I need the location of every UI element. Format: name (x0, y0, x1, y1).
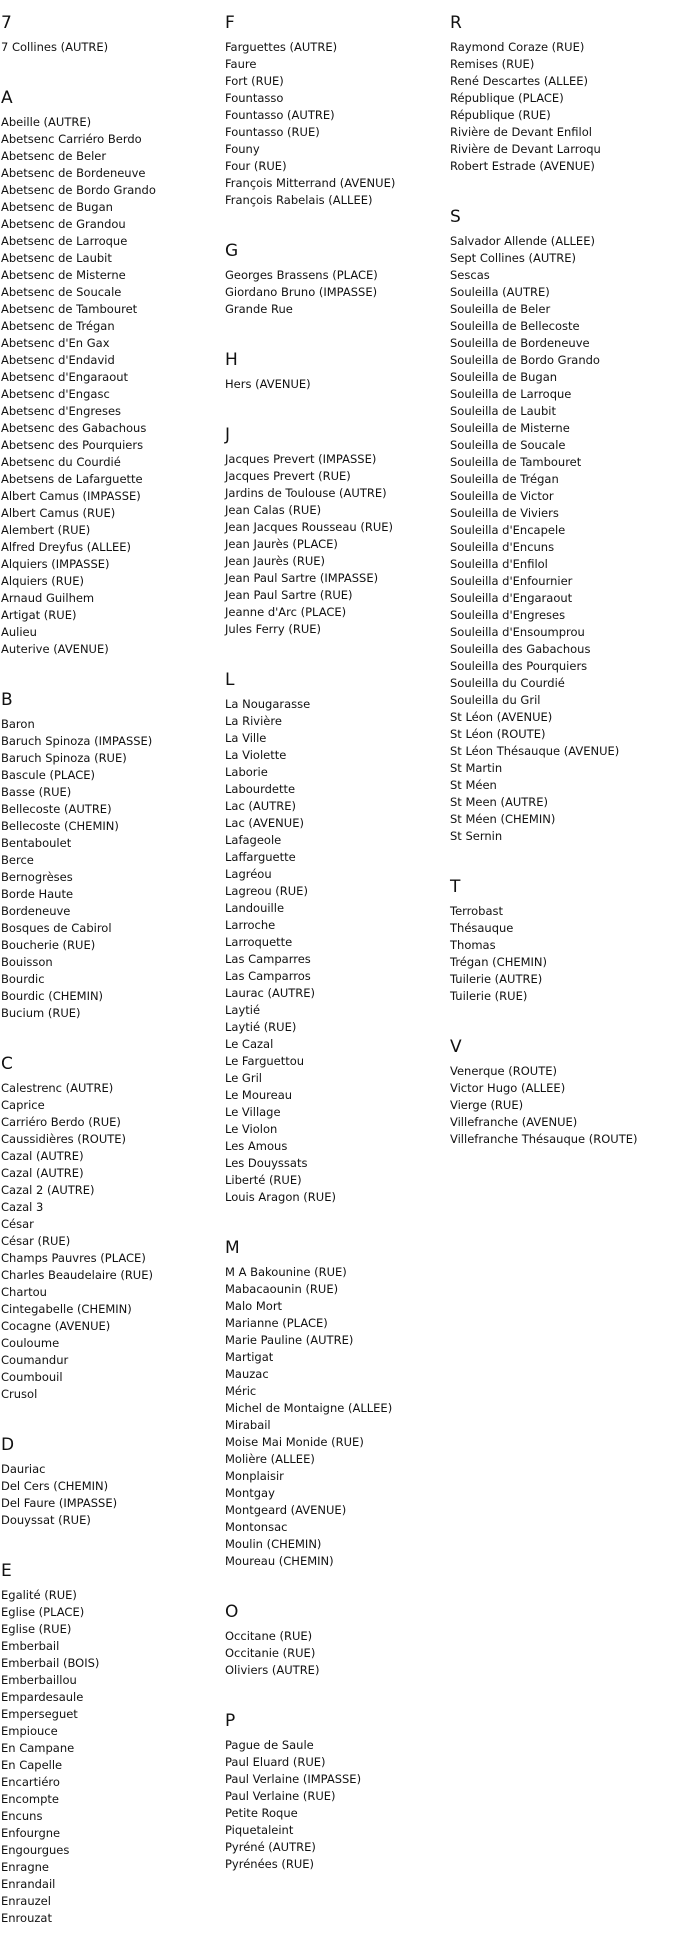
street-name: Bucium (RUE) (1, 1006, 81, 1020)
letter-heading: M (225, 1238, 240, 1258)
street-name: Mabacaounin (RUE) (225, 1282, 339, 1296)
street-name: St Léon Thésauque (AVENUE) (450, 744, 620, 758)
street-name: St Léon (AVENUE) (450, 710, 553, 724)
street-name: République (PLACE) (450, 91, 564, 105)
street-name: Albert Camus (RUE) (1, 506, 116, 520)
street-name: Berce (1, 853, 34, 867)
street-name: Rivière de Devant Enfilol (450, 125, 592, 139)
street-name: Bouisson (1, 955, 53, 969)
street-name: Abetsenc de Beler (1, 149, 107, 163)
letter-heading: V (450, 1037, 462, 1057)
street-name: St Meen (AUTRE) (450, 795, 549, 809)
street-name: Le Cazal (225, 1037, 274, 1051)
street-name: Fountasso (AUTRE) (225, 108, 335, 122)
letter-section (225, 669, 445, 1206)
street-name: Le Village (225, 1105, 281, 1119)
street-name: César (1, 1217, 34, 1231)
street-name: Souleilla de Bugan (450, 370, 558, 384)
street-name: Molière (ALLEE) (225, 1452, 315, 1466)
letter-heading: O (225, 1602, 239, 1622)
street-name: César (RUE) (1, 1234, 71, 1248)
street-name: Abetsenc de Larroque (1, 234, 128, 248)
street-name: Jacques Prevert (IMPASSE) (225, 452, 377, 466)
street-name: Grande Rue (225, 302, 293, 316)
street-name: Martigat (225, 1350, 274, 1364)
street-name: Marie Pauline (AUTRE) (225, 1333, 354, 1347)
street-name: Cazal 3 (1, 1200, 44, 1214)
street-name: Aulieu (1, 625, 37, 639)
street-name: Souleilla du Courdié (450, 676, 565, 690)
street-name: Les Douyssats (225, 1156, 308, 1170)
street-name: Pague de Saule (225, 1738, 314, 1752)
street-name: Alquiers (IMPASSE) (1, 557, 110, 571)
street-name: Bellecoste (CHEMIN) (1, 819, 119, 833)
street-name: St Sernin (450, 829, 503, 843)
letter-section (225, 424, 445, 638)
street-name: Labourdette (225, 782, 296, 796)
street-name: Abetsenc des Gabachous (1, 421, 147, 435)
street-name: Emberbail (BOIS) (1, 1656, 100, 1670)
street-name: Alquiers (RUE) (1, 574, 84, 588)
street-name: Chartou (1, 1285, 47, 1299)
street-name: Venerque (ROUTE) (450, 1064, 557, 1078)
street-name: St Léon (ROUTE) (450, 727, 546, 741)
letter-heading: S (450, 207, 461, 227)
street-name: Enrauzel (1, 1894, 51, 1908)
street-name: Farguettes (AUTRE) (225, 40, 338, 54)
street-name: Egalité (RUE) (1, 1588, 77, 1602)
street-name: Souleilla de Viviers (450, 506, 559, 520)
street-name: Las Camparros (225, 969, 311, 983)
street-list (1, 1461, 221, 1529)
street-name: Fountasso (225, 91, 284, 105)
street-name: Bascule (PLACE) (1, 768, 96, 782)
street-name: Alembert (RUE) (1, 523, 91, 537)
letter-heading: L (225, 670, 235, 690)
street-name: Méric (225, 1384, 257, 1398)
street-name: Souleilla de Bellecoste (450, 319, 580, 333)
letter-heading: C (1, 1054, 13, 1074)
street-name: Laytié (225, 1003, 261, 1017)
street-name: Villefranche (AVENUE) (450, 1115, 578, 1129)
street-name: Abetsenc de Bugan (1, 200, 113, 214)
street-list (450, 233, 674, 845)
street-list (225, 451, 445, 638)
street-name: Jean Jaurès (RUE) (225, 554, 326, 568)
street-name: Souleilla d'Enfilol (450, 557, 548, 571)
street-name: Abetsenc de Laubit (1, 251, 112, 265)
street-name: Bernogrèses (1, 870, 73, 884)
street-name: Cintegabelle (CHEMIN) (1, 1302, 132, 1316)
street-name: Raymond Coraze (RUE) (450, 40, 585, 54)
street-name: Pyréné (AUTRE) (225, 1840, 316, 1854)
street-name: Lafageole (225, 833, 282, 847)
street-name: Souleilla d'Enfournier (450, 574, 573, 588)
street-name: Baruch Spinoza (RUE) (1, 751, 127, 765)
street-name: Remises (RUE) (450, 57, 535, 71)
street-name: Montgay (225, 1486, 275, 1500)
street-name: Del Cers (CHEMIN) (1, 1479, 109, 1493)
street-name: Charles Beaudelaire (RUE) (1, 1268, 153, 1282)
street-name: St Méen (450, 778, 497, 792)
street-name: Borde Haute (1, 887, 74, 901)
street-list (1, 114, 221, 658)
street-name: Thomas (450, 938, 496, 952)
street-list (1, 1587, 221, 1927)
street-name: Encuns (1, 1809, 43, 1823)
street-name: Souleilla de Soucale (450, 438, 566, 452)
street-name: Abetsenc Carriéro Berdo (1, 132, 142, 146)
street-name: Carriéro Berdo (RUE) (1, 1115, 121, 1129)
street-name: Salvador Allende (ALLEE) (450, 234, 595, 248)
street-name: Souleilla de Laubit (450, 404, 556, 418)
street-list (225, 1737, 445, 1873)
street-name: République (RUE) (450, 108, 551, 122)
street-name: Laurac (AUTRE) (225, 986, 316, 1000)
street-name: Thésauque (450, 921, 514, 935)
street-name: Empiouce (1, 1724, 58, 1738)
street-list (1, 39, 221, 56)
street-name: Fort (RUE) (225, 74, 284, 88)
street-name: Oliviers (AUTRE) (225, 1663, 320, 1677)
street-name: Laffarguette (225, 850, 296, 864)
street-name: Souleilla d'Engaraout (450, 591, 573, 605)
street-name: Michel de Montaigne (ALLEE) (225, 1401, 393, 1415)
street-name: Trégan (CHEMIN) (450, 955, 548, 969)
street-name: Mirabail (225, 1418, 271, 1432)
street-name: Emberbail (1, 1639, 60, 1653)
street-name: Champs Pauvres (PLACE) (1, 1251, 146, 1265)
street-name: Abetsenc de Bordo Grando (1, 183, 156, 197)
street-name: M A Bakounine (RUE) (225, 1265, 347, 1279)
street-name: Jeanne d'Arc (PLACE) (225, 605, 347, 619)
letter-section (450, 206, 674, 845)
street-name: Souleilla d'Engreses (450, 608, 566, 622)
street-name: Paul Verlaine (RUE) (225, 1789, 336, 1803)
street-name: Empardesaule (1, 1690, 84, 1704)
street-name: Victor Hugo (ALLEE) (450, 1081, 566, 1095)
street-name: Abetsenc d'Engreses (1, 404, 122, 418)
street-name: Souleilla d'Encapele (450, 523, 566, 537)
letter-section (450, 876, 674, 1005)
letter-section (1, 1560, 221, 1927)
street-name: Bentaboulet (1, 836, 72, 850)
street-name: Montgeard (AVENUE) (225, 1503, 347, 1517)
street-name: Bordeneuve (1, 904, 71, 918)
street-name: Cocagne (AVENUE) (1, 1319, 111, 1333)
letter-section (225, 1601, 445, 1679)
letter-section (1, 689, 221, 1022)
street-name: Le Moureau (225, 1088, 293, 1102)
letter-heading: 7 (1, 13, 12, 33)
street-name: Bourdic (1, 972, 45, 986)
street-name: Douyssat (RUE) (1, 1513, 91, 1527)
letter-heading: E (1, 1561, 12, 1581)
street-name: Monplaisir (225, 1469, 284, 1483)
letter-section (1, 12, 221, 56)
street-name: Marianne (PLACE) (225, 1316, 328, 1330)
street-name: Enfourgne (1, 1826, 61, 1840)
street-name: Souleilla d'Encuns (450, 540, 555, 554)
street-name: Four (RUE) (225, 159, 287, 173)
street-name: Cazal 2 (AUTRE) (1, 1183, 95, 1197)
street-name: Laborie (225, 765, 268, 779)
street-name: Montonsac (225, 1520, 288, 1534)
street-list (225, 376, 445, 393)
street-name: Engourgues (1, 1843, 70, 1857)
street-name: Souleilla de Trégan (450, 472, 559, 486)
street-list (1, 1080, 221, 1403)
street-name: Le Gril (225, 1071, 262, 1085)
street-name: Le Farguettou (225, 1054, 305, 1068)
street-name: Souleilla de Victor (450, 489, 554, 503)
street-index-column-1 (1, 12, 221, 1958)
street-name: Baron (1, 717, 35, 731)
letter-section (225, 240, 445, 318)
street-list (225, 267, 445, 318)
street-name: Crusol (1, 1387, 38, 1401)
letter-section (225, 1237, 445, 1570)
street-name: Cazal (AUTRE) (1, 1149, 84, 1163)
street-name: En Campane (1, 1741, 75, 1755)
street-name: Abetsenc de Misterne (1, 268, 126, 282)
street-name: Souleilla des Gabachous (450, 642, 591, 656)
letter-section (450, 1036, 674, 1148)
street-name: Piquetaleint (225, 1823, 294, 1837)
street-name: Tuilerie (AUTRE) (450, 972, 543, 986)
letter-heading: H (225, 350, 238, 370)
street-name: Eglise (PLACE) (1, 1605, 85, 1619)
street-name: Moise Mai Monide (RUE) (225, 1435, 364, 1449)
street-list (450, 903, 674, 1005)
street-name: Souleilla de Bordeneuve (450, 336, 590, 350)
letter-section (225, 349, 445, 393)
street-name: Las Camparres (225, 952, 311, 966)
street-name: Abetsenc de Soucale (1, 285, 122, 299)
street-name: Sescas (450, 268, 490, 282)
letter-heading: D (1, 1435, 15, 1455)
letter-heading: P (225, 1711, 236, 1731)
street-list (225, 1264, 445, 1570)
letter-heading: R (450, 13, 462, 33)
street-name: Abeille (AUTRE) (1, 115, 92, 129)
street-name: Baruch Spinoza (IMPASSE) (1, 734, 153, 748)
street-name: Les Amous (225, 1139, 288, 1153)
street-name: Souleilla du Gril (450, 693, 541, 707)
street-name: François Mitterrand (AVENUE) (225, 176, 396, 190)
street-name: La Violette (225, 748, 287, 762)
street-name: Fountasso (RUE) (225, 125, 320, 139)
street-name: Abetsenc de Grandou (1, 217, 126, 231)
street-name: Coumbouil (1, 1370, 63, 1384)
street-name: Abetsenc d'Endavid (1, 353, 115, 367)
street-name: Basse (RUE) (1, 785, 72, 799)
street-name: Landouille (225, 901, 285, 915)
street-name: Abetsenc d'Engaraout (1, 370, 129, 384)
street-name: Lac (AVENUE) (225, 816, 304, 830)
street-list (225, 696, 445, 1206)
street-name: Occitane (RUE) (225, 1629, 313, 1643)
street-name: Georges Brassens (PLACE) (225, 268, 378, 282)
street-name: Souleilla de Misterne (450, 421, 570, 435)
street-name: Boucherie (RUE) (1, 938, 96, 952)
street-name: Souleilla de Larroque (450, 387, 572, 401)
street-name: Auterive (AVENUE) (1, 642, 109, 656)
street-name: Abetsenc de Trégan (1, 319, 115, 333)
letter-section (225, 1710, 445, 1873)
street-list (450, 1063, 674, 1148)
street-name: Lagreou (RUE) (225, 884, 308, 898)
letter-heading: J (225, 425, 231, 445)
street-name: Bourdic (CHEMIN) (1, 989, 104, 1003)
street-name: Abetsenc d'En Gax (1, 336, 110, 350)
street-name: La Nougarasse (225, 697, 311, 711)
street-name: Emberbaillou (1, 1673, 77, 1687)
street-name: Cazal (AUTRE) (1, 1166, 84, 1180)
street-name: Alfred Dreyfus (ALLEE) (1, 540, 131, 554)
street-name: Rivière de Devant Larroqu (450, 142, 601, 156)
street-name: Paul Verlaine (IMPASSE) (225, 1772, 362, 1786)
street-name: Abetsenc du Courdié (1, 455, 121, 469)
street-name: Louis Aragon (RUE) (225, 1190, 336, 1204)
street-name: 7 Collines (AUTRE) (1, 40, 109, 54)
street-name: François Rabelais (ALLEE) (225, 193, 373, 207)
street-name: Coumandur (1, 1353, 69, 1367)
street-name: Vierge (RUE) (450, 1098, 524, 1112)
street-name: Jardins de Toulouse (AUTRE) (225, 486, 387, 500)
street-name: Jean Paul Sartre (RUE) (225, 588, 353, 602)
street-name: Souleilla (AUTRE) (450, 285, 550, 299)
street-name: Liberté (RUE) (225, 1173, 302, 1187)
street-name: Eglise (RUE) (1, 1622, 72, 1636)
street-name: Calestrenc (AUTRE) (1, 1081, 114, 1095)
street-list (450, 39, 674, 175)
street-name: Jacques Prevert (RUE) (225, 469, 351, 483)
street-name: Malo Mort (225, 1299, 283, 1313)
street-list (225, 1628, 445, 1679)
street-name: Mauzac (225, 1367, 269, 1381)
street-name: Caussidières (ROUTE) (1, 1132, 127, 1146)
street-name: Souleilla de Bordo Grando (450, 353, 600, 367)
street-name: Occitanie (RUE) (225, 1646, 316, 1660)
street-name: Abetsens de Lafarguette (1, 472, 143, 486)
letter-heading: G (225, 241, 239, 261)
street-name: Lac (AUTRE) (225, 799, 296, 813)
street-name: Couloume (1, 1336, 60, 1350)
street-name: Hers (AVENUE) (225, 377, 311, 391)
street-name: Larroche (225, 918, 276, 932)
street-name: Lagréou (225, 867, 272, 881)
street-name: Founy (225, 142, 260, 156)
street-list (225, 39, 445, 209)
street-name: Larroquette (225, 935, 293, 949)
street-name: Moulin (CHEMIN) (225, 1537, 322, 1551)
street-name: Abetsenc d'Engasc (1, 387, 110, 401)
street-name: Encartiéro (1, 1775, 60, 1789)
street-name: Enrouzat (1, 1911, 52, 1925)
street-name: Abetsenc de Bordeneuve (1, 166, 146, 180)
street-index-column-3 (450, 12, 674, 1179)
street-name: Albert Camus (IMPASSE) (1, 489, 141, 503)
letter-heading: F (225, 13, 235, 33)
street-index-column-2 (225, 12, 445, 1904)
street-name: Souleilla d'Ensoumprou (450, 625, 585, 639)
street-name: Abetsenc de Tambouret (1, 302, 138, 316)
street-name: Artigat (RUE) (1, 608, 77, 622)
letter-section (1, 1053, 221, 1403)
street-name: Souleilla de Tambouret (450, 455, 582, 469)
street-name: La Ville (225, 731, 267, 745)
street-name: Pyrénées (RUE) (225, 1857, 315, 1871)
street-name: Jean Calas (RUE) (225, 503, 322, 517)
street-name: Paul Eluard (RUE) (225, 1755, 326, 1769)
street-name: Dauriac (1, 1462, 46, 1476)
street-name: Le Violon (225, 1122, 278, 1136)
letter-heading: A (1, 88, 13, 108)
letter-section (1, 1434, 221, 1529)
street-name: Giordano Bruno (IMPASSE) (225, 285, 378, 299)
street-name: Laytié (RUE) (225, 1020, 297, 1034)
street-name: Encompte (1, 1792, 59, 1806)
street-name: Enragne (1, 1860, 49, 1874)
street-name: Moureau (CHEMIN) (225, 1554, 334, 1568)
street-name: Jean Jacques Rousseau (RUE) (225, 520, 394, 534)
street-name: St Méen (CHEMIN) (450, 812, 556, 826)
street-name: Emperseguet (1, 1707, 78, 1721)
street-name: Souleilla de Beler (450, 302, 551, 316)
letter-heading: T (450, 877, 461, 897)
street-name: La Rivière (225, 714, 282, 728)
letter-heading: B (1, 690, 13, 710)
street-name: Robert Estrade (AVENUE) (450, 159, 595, 173)
street-name: Caprice (1, 1098, 45, 1112)
street-name: Faure (225, 57, 257, 71)
letter-section (1, 87, 221, 658)
street-name: Petite Roque (225, 1806, 298, 1820)
street-name: Del Faure (IMPASSE) (1, 1496, 118, 1510)
street-name: Villefranche Thésauque (ROUTE) (450, 1132, 638, 1146)
street-name: Tuilerie (RUE) (450, 989, 528, 1003)
street-name: Jules Ferry (RUE) (225, 622, 322, 636)
street-name: Abetsenc des Pourquiers (1, 438, 144, 452)
street-name: Sept Collines (AUTRE) (450, 251, 577, 265)
street-name: Jean Jaurès (PLACE) (225, 537, 338, 551)
street-name: René Descartes (ALLEE) (450, 74, 589, 88)
street-name: Enrandail (1, 1877, 56, 1891)
street-name: Souleilla des Pourquiers (450, 659, 588, 673)
street-name: Terrobast (450, 904, 504, 918)
letter-section (225, 12, 445, 209)
street-list (1, 716, 221, 1022)
letter-section (450, 12, 674, 175)
street-name: En Capelle (1, 1758, 63, 1772)
street-name: Jean Paul Sartre (IMPASSE) (225, 571, 379, 585)
street-name: Arnaud Guilhem (1, 591, 95, 605)
street-name: St Martin (450, 761, 503, 775)
street-name: Bosques de Cabirol (1, 921, 112, 935)
street-name: Bellecoste (AUTRE) (1, 802, 112, 816)
